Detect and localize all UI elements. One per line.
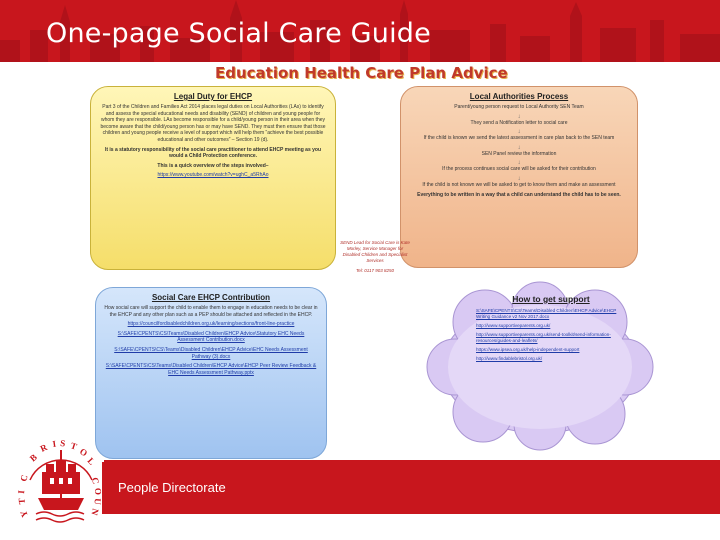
legal-duty-body: Part 3 of the Children and Families Act 2014 places legal duties on Local Authorities (LAs) to identify and assess the special educational needs and disability (SEND) of children and young people for whom they are responsible. LAs become responsible for a child/young person in their area when they become aware that the child/young person has or may have SEND. They must then ensure that those children and young people receive a level of support which will help them “achieve the best possible educational and other outcomes” – Section 19 (d).	[100, 104, 326, 143]
support-link[interactable]: http://www.supportiveparents.org.uk/send-toolkit/send-information-resources/guides-and-leaflets/	[476, 332, 611, 343]
svg-text:Y: Y	[18, 509, 30, 519]
slide-title: Education Health Care Plan Advice	[215, 64, 508, 82]
footer-bar	[104, 460, 720, 514]
support-link[interactable]: http://www.supportiveparents.org.uk/	[476, 323, 551, 328]
svg-text:S: S	[59, 438, 66, 449]
send-lead-contact	[340, 240, 410, 274]
svg-text:U: U	[92, 497, 103, 506]
la-closing: Everything to be written in a way that a child can understand the child has to be seen.	[417, 191, 621, 198]
svg-text:R: R	[38, 442, 49, 454]
local-authorities-heading: Local Authorities Process	[469, 92, 569, 101]
support-link[interactable]: http://www.findablebristol.org.uk/	[476, 356, 543, 361]
support-cloud	[476, 294, 626, 365]
down-arrow-icon: ↓	[517, 113, 521, 120]
la-step: If the process continues social care will be asked for their contribution	[442, 166, 596, 173]
svg-text:I: I	[51, 438, 57, 449]
svg-text:B: B	[27, 452, 39, 464]
la-step: They send a Notification letter to social care	[470, 119, 568, 126]
social-care-link[interactable]: S:\SAFE\CPENTS\CS\Teams\Disabled Children\EHCP Advice\Statutory EHC Needs Assessment Contribution.docx	[117, 330, 305, 344]
social-care-card	[95, 287, 327, 459]
legal-duty-overview: This is a quick overview of the steps involved–	[157, 162, 269, 169]
la-step: SEN Panel review the information	[481, 150, 557, 157]
down-arrow-icon: ↓	[517, 175, 521, 182]
people-directorate-label: People Directorate	[118, 480, 226, 495]
social-care-body: How social care will support the child to enable them to engage in education needs to be clear in the EHCP and any other plan such as a PEP should be attached and reflected in the EHCP.	[104, 305, 318, 318]
la-step: If the child is known we send the latest assessment in care plan back to the SEN team	[423, 135, 615, 142]
bristol-city-council-logo	[16, 420, 104, 530]
legal-duty-card	[90, 86, 336, 270]
social-care-link[interactable]: https://councilfordisabledchildren.org.uk/learning/sections/front-line-practice	[127, 321, 295, 328]
social-care-link[interactable]: S:\SAFE\CPENTS\CS\Teams\Disabled Children\EHCP Advice\EHC Needs Assessment Pathway (3).docx	[114, 346, 308, 360]
legal-duty-statutory: It is a statutory responsibility of the social care practitioner to attend EHCP meeting as you would a Child Protection conference.	[104, 146, 322, 160]
down-arrow-icon: ↓	[517, 160, 521, 167]
svg-text:T: T	[69, 440, 79, 452]
support-heading: How to get support	[512, 294, 590, 304]
svg-text:C: C	[18, 473, 30, 483]
svg-text:C: C	[90, 476, 102, 485]
legal-duty-video-link[interactable]: https://www.youtube.com/watch?v=ughC_a5RhAo	[157, 172, 269, 179]
svg-text:N: N	[89, 507, 101, 517]
svg-text:O: O	[77, 446, 90, 459]
contact-text: SEND Lead for Social Care is Kate Morley, Service Manager for Disabled Children and Specialist Services	[340, 240, 410, 263]
page-title: One-page Social Care Guide	[46, 18, 431, 49]
contact-tel: Tel: 0117 903 8250	[355, 268, 395, 273]
social-care-link[interactable]: S:\SAFE\CPENTS\CS\Teams\Disabled Children\EHCP Advice\EHCP Peer Review Feedback & EHC Needs Assessment Pathway.pptx	[105, 363, 317, 376]
la-step: If the child is not known we will be asked to get to know them and make an assessment	[422, 181, 616, 188]
support-link[interactable]: S:\SAFE\CPENTS\CS\Teams\Disabled Children\EHCP Advice\EHCP Writing Guidance v2 Nov 2017.docx	[476, 308, 617, 319]
header-banner	[0, 0, 720, 62]
down-arrow-icon: ↓	[517, 144, 521, 151]
svg-text:L: L	[85, 455, 97, 467]
svg-text:I: I	[16, 489, 27, 495]
legal-duty-heading: Legal Duty for EHCP	[173, 92, 253, 101]
local-authorities-card	[400, 86, 638, 268]
down-arrow-icon: ↓	[517, 129, 521, 136]
la-step: Parent/young person request to Local Authority SEN Team	[454, 104, 584, 110]
svg-text:O: O	[93, 487, 104, 496]
svg-text:T: T	[16, 497, 27, 505]
support-link[interactable]: https://www.ipsea.org.uk/help-independent-support	[476, 347, 580, 352]
social-care-heading: Social Care EHCP Contribution	[151, 293, 271, 302]
